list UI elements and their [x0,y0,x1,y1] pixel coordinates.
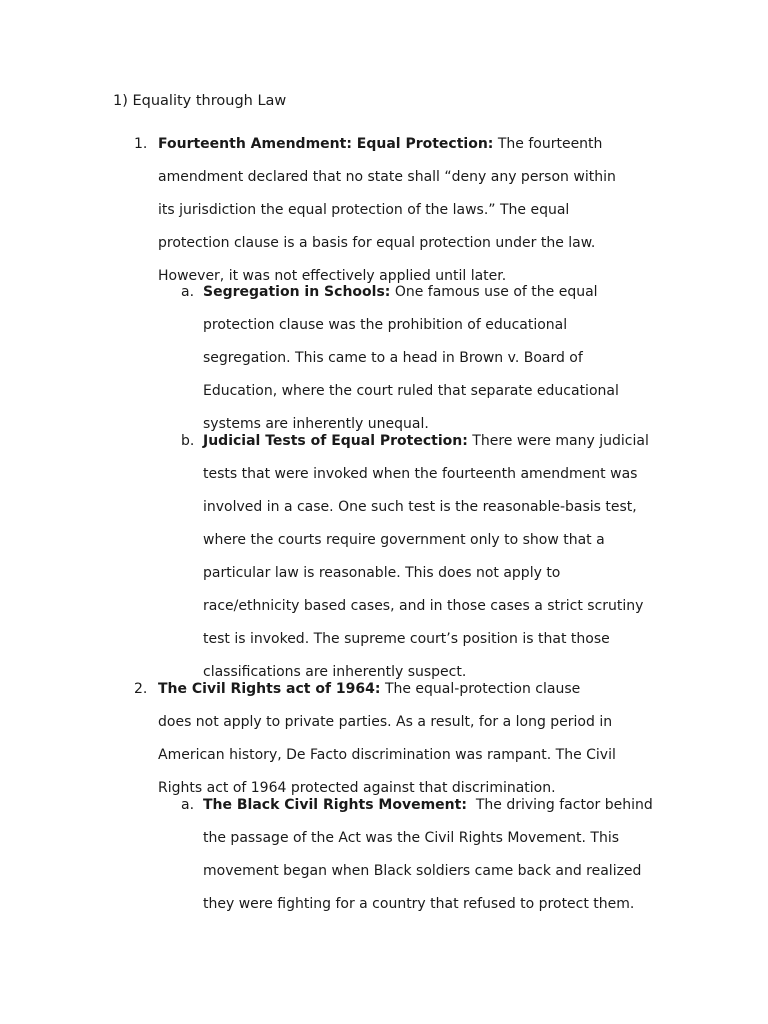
sub-list-item-title: Judicial Tests of Equal Protection: [203,433,468,449]
list-item [134,128,618,293]
sub-list-item-body: The driving factor behind the passage of the Act was the Civil Rights Movement. This movement began when Black soldiers came back and realized they were fighting for a country that refused to protect them. [203,797,653,912]
list-item-body: The fourteenth amendment declared that no state shall “deny any person within its jurisdiction the equal protection of the laws.” The equal protection clause is a basis for equal protection under the law. However, it was not effectively applied until later. [158,136,616,284]
sub-list-item-text [203,789,658,921]
list-item-text [158,673,618,805]
list-item-title: Fourteenth Amendment: Equal Protection: [158,136,494,152]
sub-list-marker: b. [181,433,195,449]
list-item-body: The equal-protection clause does not apply to private parties. As a result, for a long period in American history, De Facto discrimination was rampant. The Civil Rights act of 1964 protected against that discrimination. [158,681,616,796]
list-item-text [158,128,618,293]
list-marker: 1. [134,136,148,152]
list-item [134,673,618,805]
list-item-title: The Civil Rights act of 1964: [158,681,381,697]
sub-list-marker: a. [181,797,195,813]
sub-list-item-text [203,425,658,689]
sub-list-item-body: One famous use of the equal protection clause was the prohibition of educational segregation. This came to a head in Brown v. Board of Education, where the court ruled that separate educational systems are inherently unequal. [203,284,619,432]
sub-list-item-title: The Black Civil Rights Movement: [203,797,467,813]
list-marker: 2. [134,681,148,697]
sub-list-item-text [203,276,658,441]
sub-list-item [181,276,658,441]
sub-list-item-title: Segregation in Schools: [203,284,391,300]
sub-list-marker: a. [181,284,195,300]
sub-list-item-body: There were many judicial tests that were invoked when the fourteenth amendment was involved in a case. One such test is the reasonable-basis test, where the courts require government only to show that a particular law is reasonable. This does not apply to race/ethnicity based cases, and in those cases a strict scrutiny test is invoked. The supreme court’s position is that those classifications are inherently suspect. [203,433,649,680]
section-heading: 1) Equality through Law [113,93,287,109]
sub-list-item [181,425,658,689]
sub-list-item [181,789,658,921]
